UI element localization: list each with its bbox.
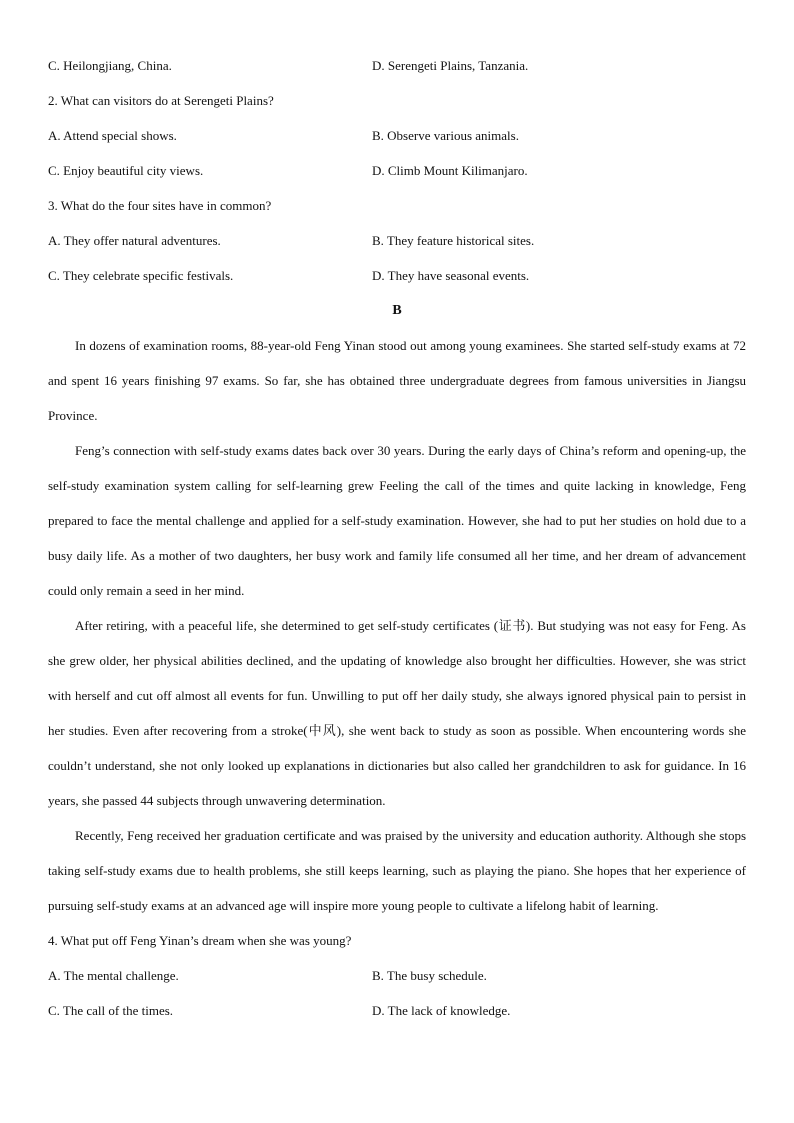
q2-stem: 2. What can visitors do at Serengeti Plains? [48,93,274,108]
q4-option-b: B. The busy schedule. [372,968,487,983]
q3-option-b: B. They feature historical sites. [372,233,535,248]
passage-paragraph-4: Recently, Feng received her graduation certificate and was praised by the university and education authority. Although she stops taking self-study exams due to health problems, she still keeps learning, such as playing the piano. She hopes that her experience of pursuing self-study exams at an advanced age will inspire more young people to cultivate a lifelong habit of learning. [48,828,746,913]
q3-options-row-ab [48,232,746,267]
q1-option-d: D. Serengeti Plains, Tanzania. [372,58,529,73]
q4-option-c: C. The call of the times. [48,1003,174,1018]
q3-stem: 3. What do the four sites have in common? [48,198,272,213]
q1-option-c: C. Heilongjiang, China. [48,58,172,73]
q4-option-d: D. The lack of knowledge. [372,1003,511,1018]
q1-options-row-cd [48,57,746,92]
q3-options-row-cd [48,267,746,302]
q2-options-row-cd [48,162,746,197]
q4-option-a: A. The mental challenge. [48,968,179,983]
q3-option-a: A. They offer natural adventures. [48,233,221,248]
q2-option-b: B. Observe various animals. [372,128,519,143]
passage-paragraph-2: Feng’s connection with self-study exams dates back over 30 years. During the early days of China’s reform and opening-up, the self-study examination system calling for self-learning grew Feeling the call of the times and quite lacking in knowledge, Feng prepared to face the mental challenge and applied for a self-study examination. However, she had to put her studies on hold due to a busy daily life. As a mother of two daughters, her busy work and family life consumed all her time, and her dream of advancement could only remain a seed in her mind. [48,443,746,598]
q4-options-row-ab [48,967,746,1002]
q2-options-row-ab [48,127,746,162]
q2-option-c: C. Enjoy beautiful city views. [48,163,204,178]
section-title-b: B [392,303,402,318]
q4-stem: 4. What put off Feng Yinan’s dream when she was young? [48,933,352,948]
q3-option-c: C. They celebrate specific festivals. [48,268,234,283]
passage-paragraph-1: In dozens of examination rooms, 88-year-old Feng Yinan stood out among young examinees. She started self-study exams at 72 and spent 16 years finishing 97 exams. So far, she has obtained three undergraduate degrees from famous universities in Jiangsu Province. [48,338,746,423]
reading-passage-b [48,328,746,923]
exam-page [48,57,746,1037]
q2-option-d: D. Climb Mount Kilimanjaro. [372,163,528,178]
q4-options-row-cd [48,1002,746,1037]
q2-option-a: A. Attend special shows. [48,128,177,143]
q3-option-d: D. They have seasonal events. [372,268,530,283]
passage-paragraph-3: After retiring, with a peaceful life, she determined to get self-study certificates (证书). But studying was not easy for Feng. As she grew older, her physical abilities declined, and the updating of knowledge also brought her difficulties. However, she was strict with herself and cut off almost all events for fun. Unwilling to put off her daily study, she always ignored physical pain to persist in her studies. Even after recovering from a stroke(中风), she went back to study as soon as possible. When encountering words she couldn’t understand, she not only looked up explanations in dictionaries but also called her grandchildren to ask for guidance. In 16 years, she passed 44 subjects through unwavering determination. [48,618,746,808]
